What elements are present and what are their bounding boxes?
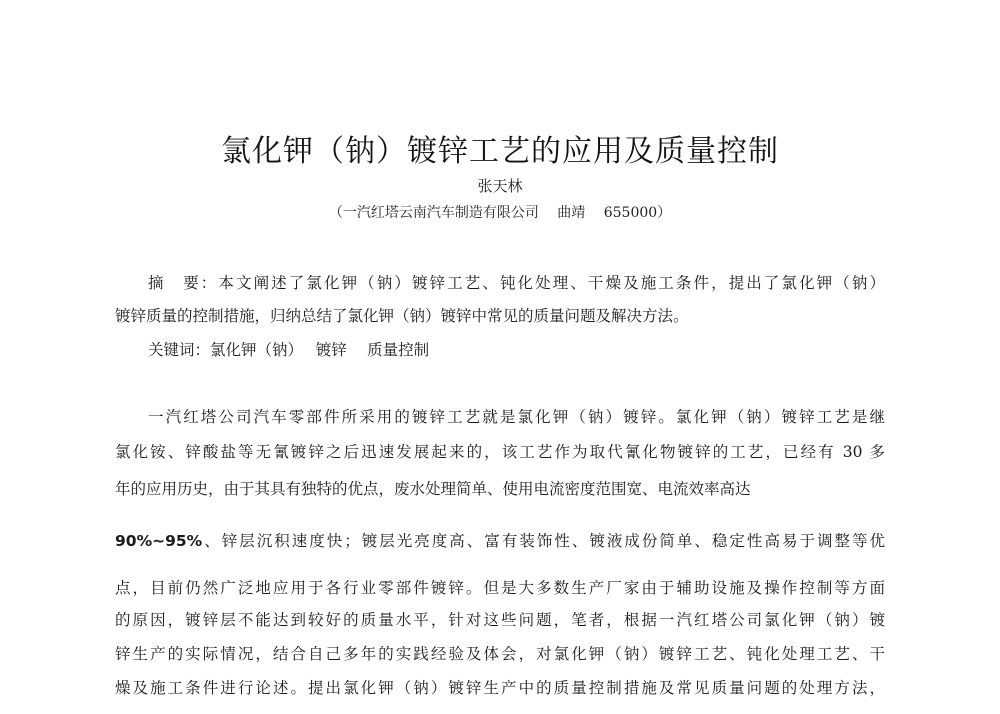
keywords-label: 关键词： bbox=[148, 341, 211, 359]
abstract-text: 本文阐述了氯化钾（钠）镀锌工艺、钝化处理、干燥及施工条件，提出了氯化钾（钠） bbox=[218, 274, 885, 292]
body-line: 氯化铵、锌酸盐等无氰镀锌之后迅速发展起来的，该工艺作为取代氰化物镀锌的工艺，已经有 30 多 bbox=[115, 443, 885, 461]
keyword-item: 质量控制 bbox=[367, 341, 430, 359]
body-line: 燥及施工条件进行论述。提出氯化钾（钠）镀锌生产中的质量控制措施及常见质量问题的处理方法， bbox=[115, 679, 885, 697]
body-line: 锌生产的实际情况，结合自己多年的实践经验及体会，对氯化钾（钠）镀锌工艺、钝化处理工艺、干 bbox=[115, 645, 885, 663]
page-title: 氯化钾（钠）镀锌工艺的应用及质量控制 bbox=[221, 134, 779, 169]
author-name: 张天林 bbox=[477, 177, 523, 195]
abstract-line bbox=[148, 271, 885, 293]
body-line: 的原因，镀锌层不能达到较好的质量水平，针对这些问题，笔者，根据一汽红塔公司氯化钾（钠）镀 bbox=[115, 611, 885, 629]
body-line: 点，目前仍然广泛地应用于各行业零部件镀锌。但是大多数生产厂家由于辅助设施及操作控制等方面 bbox=[115, 579, 885, 597]
body-line: 一汽红塔公司汽车零部件所采用的镀锌工艺就是氯化钾（钠）镀锌。氯化钾（钠）镀锌工艺是继 bbox=[148, 408, 885, 426]
keywords-line bbox=[148, 338, 429, 360]
author-affiliation: （一汽红塔云南汽车制造有限公司 曲靖 655000） bbox=[328, 205, 672, 221]
body-line bbox=[115, 529, 885, 551]
efficiency-value: 90%~95% bbox=[115, 532, 203, 550]
body-line-text: 、锌层沉积速度快；镀层光亮度高、富有装饰性、镀液成份简单、稳定性高易于调整等优 bbox=[202, 532, 885, 550]
body-line: 年的应用历史，由于其具有独特的优点，废水处理简单、使用电流密度范围宽、电流效率高达 bbox=[115, 480, 751, 498]
keyword-item: 镀锌 bbox=[315, 341, 347, 359]
abstract-label: 摘 要： bbox=[148, 274, 219, 292]
abstract-line: 镀锌质量的控制措施，归纳总结了氯化钾（钠）镀锌中常见的质量问题及解决方法。 bbox=[115, 307, 689, 325]
keyword-item: 氯化钾（钠） bbox=[210, 341, 296, 359]
